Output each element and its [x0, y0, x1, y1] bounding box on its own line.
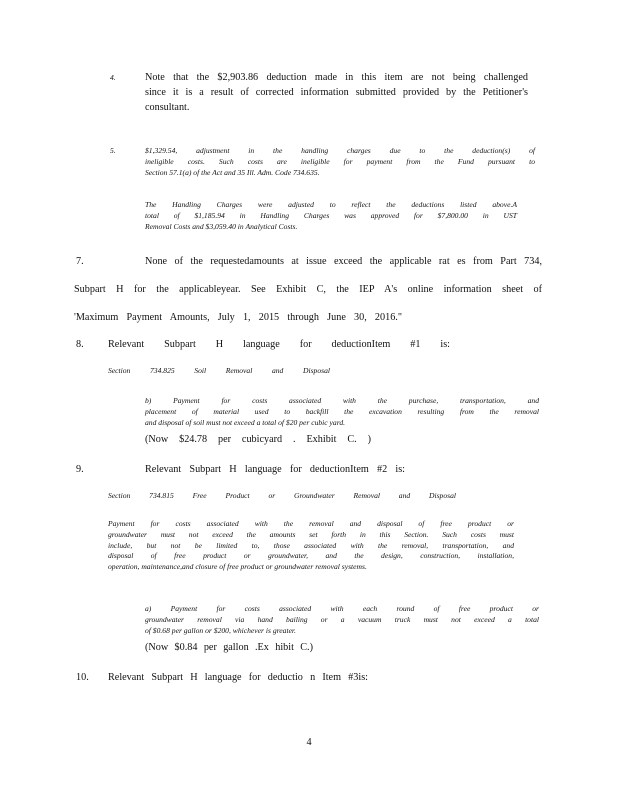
item-8-heading — [108, 337, 450, 352]
item-7-line-3 — [74, 310, 402, 325]
text-line: consultant. — [145, 102, 190, 113]
heading-text: Relevant Subpart H language for deductionItem #1 is: — [108, 339, 450, 350]
item-number: 9. — [76, 464, 84, 475]
text-line: disposal of free product or groundwater, and the design, construction, installation, — [108, 551, 514, 561]
text-line: 'Maximum Payment Amounts, July 1, 2015 through June 30, 2016." — [74, 312, 402, 323]
text-line: Section 57.1(a) of the Act and 35 Ill. Adm. Code 734.635. — [145, 167, 320, 177]
item-9-body — [108, 519, 514, 573]
text-line: Payment for costs associated with the removal and disposal of free product or — [108, 519, 514, 528]
item-10-heading — [108, 670, 368, 685]
text-line: None of the requestedamounts at issue exceed the applicable rat es from Part 734, — [145, 256, 542, 267]
text-line: placement of material used to backfill the excavation resulting from the removal — [145, 406, 539, 416]
text-line: of $0.68 per gallon or $200, whichever is greater. — [145, 625, 296, 635]
text-line: since it is a result of corrected information submitted provided by the Petitioner's — [145, 87, 528, 98]
note-text: (Now $0.84 per gallon .Ex hibit C.) — [145, 642, 313, 653]
section-title: Section 734.825 Soil Removal and Disposal — [108, 366, 330, 375]
item-8-section-title — [108, 366, 330, 377]
item-5-paragraph-2 — [145, 200, 517, 232]
text-line: and disposal of soil must not exceed a total of $20 per cubic yard. — [145, 417, 346, 427]
item-9-heading — [145, 462, 405, 477]
item-number: 7. — [76, 256, 84, 267]
text-line: Note that the $2,903.86 deduction made in this item are not being challenged — [145, 72, 528, 83]
heading-text: Relevant Subpart H language for deductionItem #2 is: — [145, 464, 405, 475]
text-line: include, but not be limited to, those associated with the removal, transportation, and — [108, 540, 514, 550]
item-9-quote — [145, 604, 539, 636]
item-number: 4. — [110, 73, 116, 82]
text-line: a) Payment for costs associated with each round of free product or — [145, 604, 539, 613]
item-number: 5. — [110, 146, 116, 155]
text-line: b) Payment for costs associated with the purchase, transportation, and — [145, 396, 539, 405]
text-line: total of $1,185.94 in Handling Charges was approved for $7,800.00 in UST — [145, 210, 517, 220]
text-line: Subpart H for the applicableyear. See Exhibit C, the IEP A's online information sheet of — [74, 284, 542, 295]
item-8-note — [145, 432, 371, 447]
section-title: Section 734.815 Free Product or Groundwater Removal and Disposal — [108, 491, 456, 500]
item-4-text — [145, 70, 528, 115]
item-5-paragraph-1 — [145, 146, 535, 178]
text-line: Removal Costs and $3,059.40 in Analytical Costs. — [145, 221, 298, 231]
text-line: groundwater removal via hand bailing or a vacuum truck must not exceed a total — [145, 614, 539, 624]
page-number: 4 — [306, 737, 312, 748]
item-9-section-title — [108, 491, 456, 502]
note-text: (Now $24.78 per cubicyard . Exhibit C. ) — [145, 434, 371, 445]
item-number: 8. — [76, 339, 84, 350]
heading-text: Relevant Subpart H language for deductio n Item #3is: — [108, 672, 368, 683]
item-9-note — [145, 640, 313, 655]
text-line: The Handling Charges were adjusted to reflect the deductions listed above.A — [145, 200, 517, 209]
item-7-line-2 — [74, 282, 542, 297]
item-8-quote — [145, 396, 539, 428]
text-line: $1,329.54, adjustment in the handling charges due to the deduction(s) of — [145, 146, 535, 155]
item-7-line-1 — [145, 254, 542, 269]
item-number: 10. — [76, 672, 89, 683]
text-line: groundwater must not exceed the amounts set forth in this Section. Such costs must — [108, 529, 514, 539]
text-line: ineligible costs. Such costs are ineligible for payment from the Fund pursuant to — [145, 156, 535, 166]
text-line: operation, maintenance,and closure of free product or groundwater removal systems. — [108, 562, 367, 572]
